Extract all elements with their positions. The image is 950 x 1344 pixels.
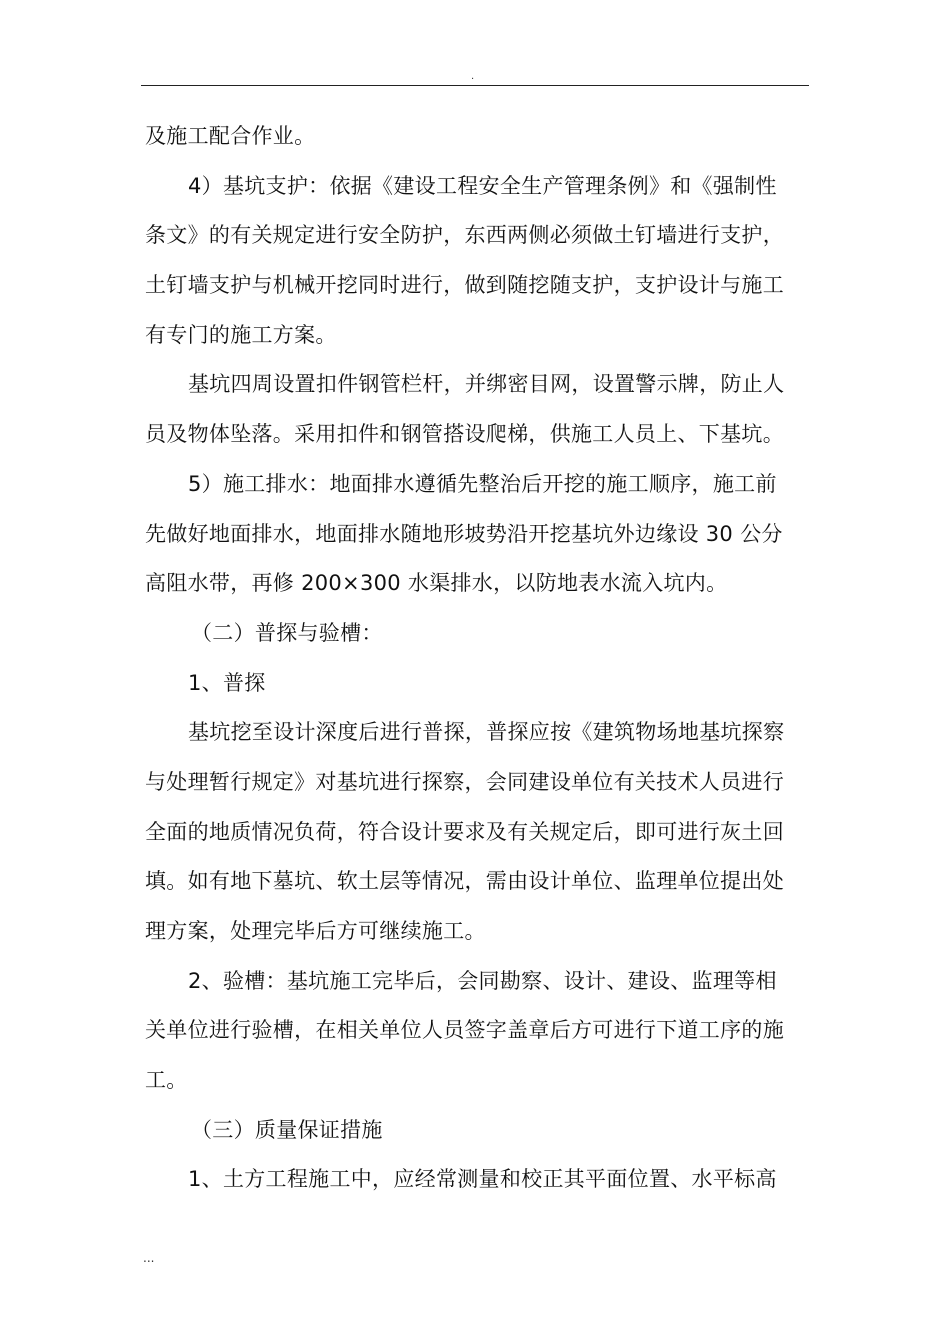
paragraph-guardrail: 基坑四周设置扣件钢管栏杆，并绑密目网，设置警示牌，防止人	[188, 372, 785, 397]
text-line: 高阻水带，再修 200×300 水渠排水，以防地表水流入坑内。	[145, 571, 728, 596]
paragraph-trench-inspection: 2、验槽：基坑施工完毕后，会同勘察、设计、建设、监理等相	[188, 968, 777, 993]
text-line: 关单位进行验槽，在相关单位人员签字盖章后方可进行下道工序的施	[145, 1018, 784, 1043]
paragraph-probe: 基坑挖至设计深度后进行普探，普探应按《建筑物场地基坑探察	[188, 720, 785, 745]
paragraph-drainage: 5）施工排水：地面排水遵循先整治后开挖的施工顺序，施工前	[188, 471, 777, 496]
text-line: 先做好地面排水，地面排水随地形坡势沿开挖基坑外边缘设 30 公分	[145, 521, 783, 546]
text-line: 土钉墙支护与机械开挖同时进行，做到随挖随支护，支护设计与施工	[145, 273, 784, 298]
paragraph-earthwork-quality: 1、土方工程施工中，应经常测量和校正其平面位置、水平标高	[188, 1167, 777, 1192]
text-line: 及施工配合作业。	[145, 124, 316, 148]
header-mark: .	[471, 71, 475, 82]
text-line: 条文》的有关规定进行安全防护，东西两侧必须做土钉墙进行支护，	[145, 223, 784, 248]
text-line: 工。	[145, 1068, 188, 1093]
text-line: 全面的地质情况负荷，符合设计要求及有关规定后，即可进行灰土回	[145, 819, 784, 844]
text-line: 填。如有地下墓坑、软土层等情况，需由设计单位、监理单位提出处	[145, 869, 784, 894]
subheading-general-probe: 1、普探	[188, 670, 266, 695]
text-line: 与处理暂行规定》对基坑进行探察，会同建设单位有关技术人员进行	[145, 769, 784, 794]
paragraph-foundation-support: 4）基坑支护：依据《建设工程安全生产管理条例》和《强制性	[188, 173, 777, 198]
section-heading-survey: （二）普探与验槽：	[191, 620, 383, 645]
text-line: 理方案，处理完毕后方可继续施工。	[145, 919, 486, 943]
header-rule	[141, 85, 809, 86]
text-line: 有专门的施工方案。	[145, 322, 337, 347]
section-heading-quality: （三）质量保证措施	[191, 1117, 383, 1142]
document-body	[145, 112, 809, 1205]
footer-mark: ...	[143, 1251, 155, 1265]
text-line: 员及物体坠落。采用扣件和钢管搭设爬梯，供施工人员上、下基坑。	[145, 422, 784, 447]
